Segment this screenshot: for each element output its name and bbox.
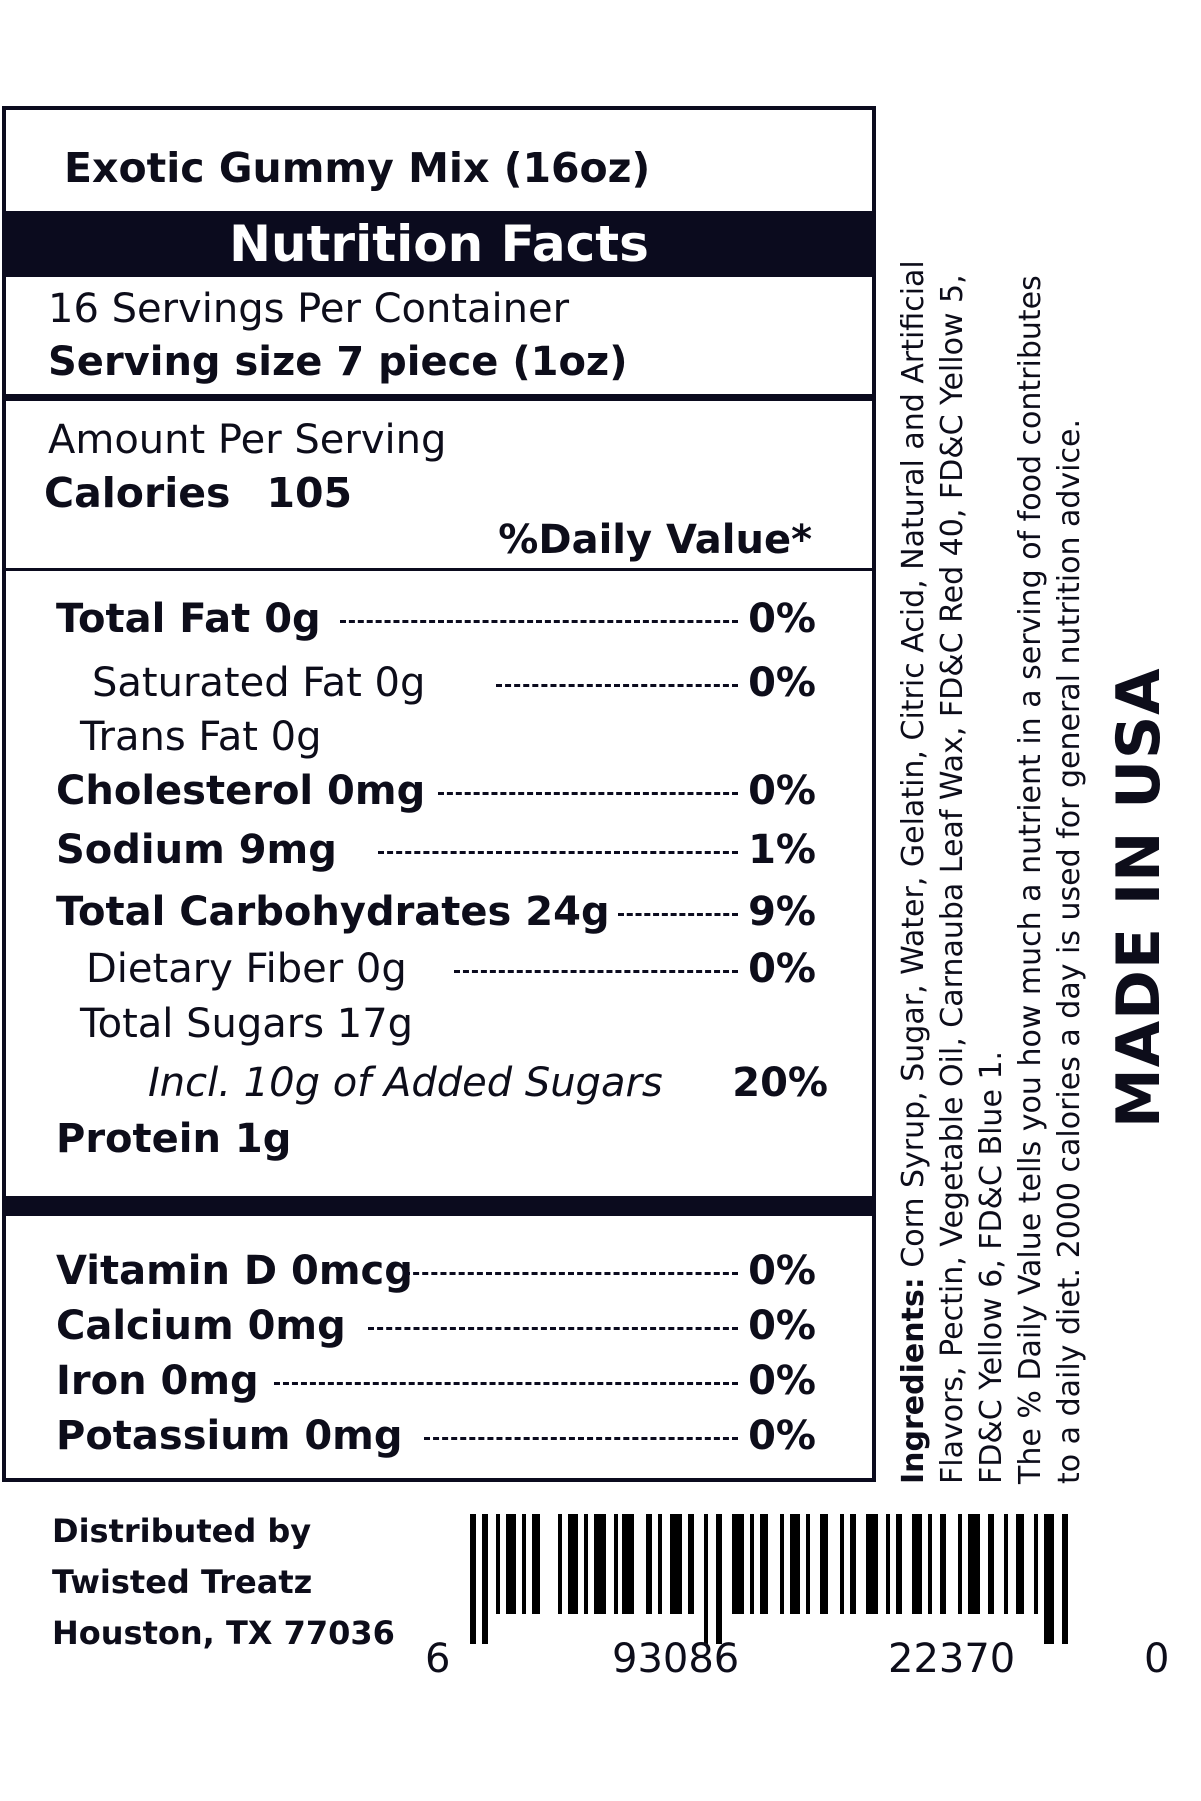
vitamin-percent: 0% — [748, 1303, 816, 1349]
nutrient-row — [6, 946, 872, 992]
calories-line — [44, 469, 352, 517]
dotted-leader — [340, 620, 738, 623]
barcode-group-1: 93086 — [612, 1636, 740, 1682]
barcode-bar — [850, 1514, 856, 1614]
barcode-group-2: 22370 — [888, 1636, 1016, 1682]
barcode-bar — [750, 1514, 754, 1614]
nutrient-label: Trans Fat 0g — [80, 714, 322, 760]
servings-per-container: 16 Servings Per Container — [48, 286, 570, 332]
nutrient-percent: 9% — [748, 889, 816, 935]
barcode-digit-last: 0 — [1144, 1636, 1170, 1682]
ingredients-text: Corn Syrup, Sugar, Water, Gelatin, Citric Acid, Natural and Artificial — [896, 260, 931, 1278]
barcode-bar — [968, 1514, 980, 1614]
barcode-bar — [806, 1514, 810, 1614]
barcode-bar — [584, 1514, 588, 1614]
vitamin-row — [6, 1303, 872, 1349]
vitamin-row — [6, 1358, 872, 1404]
dotted-leader — [368, 1327, 738, 1330]
barcode-bar — [912, 1514, 922, 1614]
barcode-bar — [470, 1514, 476, 1644]
divider — [6, 394, 872, 401]
barcode-bar — [558, 1514, 562, 1614]
barcode-bar — [1044, 1514, 1054, 1644]
nutrient-row — [6, 889, 872, 935]
barcode-bar — [522, 1514, 526, 1614]
nutrient-percent: 0% — [748, 660, 816, 706]
barcode-bar — [1062, 1514, 1068, 1644]
nutrient-label: Dietary Fiber 0g — [86, 946, 407, 992]
nutrient-label: Total Sugars 17g — [80, 1001, 414, 1047]
barcode-bar — [568, 1514, 578, 1614]
nutrient-label: Incl. 10g of Added Sugars — [148, 1060, 663, 1106]
vitamin-percent: 0% — [748, 1413, 816, 1459]
barcode-bar — [1004, 1514, 1008, 1614]
nutrient-percent: 0% — [748, 768, 816, 814]
barcode-bar — [866, 1514, 878, 1614]
barcode-bar — [1034, 1514, 1038, 1614]
barcode-bar — [820, 1514, 828, 1614]
distributor-address: Houston, TX 77036 — [52, 1614, 395, 1652]
dotted-leader — [618, 913, 738, 916]
vitamin-label: Vitamin D 0mcg — [56, 1248, 413, 1294]
calories-value: 105 — [266, 469, 353, 517]
daily-value-note-1: The % Daily Value tells you how much a nutrient in a serving of food contributes — [1013, 275, 1048, 1484]
nutrient-label: Saturated Fat 0g — [92, 660, 426, 706]
nutrient-row — [6, 768, 872, 814]
nutrition-facts-panel — [2, 106, 876, 1482]
barcode-bar — [506, 1514, 516, 1614]
nutrient-percent: 1% — [748, 827, 816, 873]
ingredients-line-3: FD&C Yellow 6, FD&C Blue 1. — [974, 1050, 1009, 1484]
ingredients-line-2: Flavors, Pectin, Vegetable Oil, Carnauba Leaf Wax, FD&C Red 40, FD&C Yellow 5, — [935, 274, 970, 1484]
barcode-bar — [780, 1514, 784, 1614]
dotted-leader — [454, 970, 738, 973]
barcode-bar — [732, 1514, 744, 1614]
barcode-bar — [670, 1514, 682, 1614]
nutrient-row — [6, 660, 872, 706]
dotted-leader — [274, 1382, 738, 1385]
distributor-line-1: Distributed by — [52, 1512, 312, 1550]
barcode-bar — [482, 1514, 488, 1644]
barcode-digit-first: 6 — [425, 1636, 451, 1682]
vitamin-row — [6, 1413, 872, 1459]
barcode-bar — [594, 1514, 606, 1614]
barcode-bar — [886, 1514, 890, 1614]
amount-per-serving: Amount Per Serving — [48, 417, 447, 463]
ingredients-label: Ingredients: — [896, 1277, 931, 1484]
daily-value-note-2: to a daily diet. 2000 calories a day is used for general nutrition advice. — [1052, 419, 1087, 1484]
nutrient-label: Sodium 9mg — [56, 827, 337, 873]
vitamin-percent: 0% — [748, 1358, 816, 1404]
barcode-bar — [790, 1514, 800, 1614]
dotted-leader — [438, 792, 738, 795]
nutrient-row — [6, 827, 872, 873]
barcode-bar — [704, 1514, 708, 1644]
dotted-leader — [404, 1272, 738, 1275]
calories-label: Calories — [44, 469, 231, 517]
made-in-usa: MADE IN USA — [1104, 667, 1174, 1128]
vitamin-label: Iron 0mg — [56, 1358, 259, 1404]
divider — [6, 1196, 872, 1216]
nutrient-percent: 0% — [748, 596, 816, 642]
barcode-bar — [622, 1514, 634, 1614]
vitamin-row — [6, 1248, 872, 1294]
ingredients-line-1 — [896, 260, 932, 1484]
serving-size: Serving size 7 piece (1oz) — [48, 339, 628, 385]
barcode-bar — [688, 1514, 694, 1614]
vitamin-label: Calcium 0mg — [56, 1303, 346, 1349]
barcode-bar — [896, 1514, 902, 1614]
nutrition-facts-heading: Nutrition Facts — [6, 211, 872, 277]
barcode-bar — [532, 1514, 540, 1614]
barcode-bar — [928, 1514, 932, 1614]
nutrient-label: Protein 1g — [56, 1116, 292, 1162]
divider — [6, 568, 872, 571]
daily-value-header: %Daily Value* — [498, 517, 812, 563]
barcode-bar — [1016, 1514, 1024, 1614]
product-title: Exotic Gummy Mix (16oz) — [64, 144, 651, 192]
barcode-bar — [646, 1514, 652, 1614]
barcode-bar — [614, 1514, 618, 1614]
barcode — [470, 1514, 1140, 1644]
barcode-bar — [840, 1514, 844, 1614]
dotted-leader — [424, 1437, 738, 1440]
vitamin-label: Potassium 0mg — [56, 1413, 403, 1459]
nutrient-row — [6, 596, 872, 642]
nutrient-row — [6, 1001, 872, 1047]
barcode-bar — [496, 1514, 500, 1614]
vitamin-percent: 0% — [748, 1248, 816, 1294]
added-sugars-row — [148, 1060, 828, 1106]
barcode-bar — [988, 1514, 994, 1614]
nutrient-label: Total Fat 0g — [56, 596, 321, 642]
dotted-leader — [378, 851, 738, 854]
nutrient-percent: 20% — [732, 1060, 828, 1106]
nutrient-row — [6, 714, 872, 760]
nutrient-label: Total Carbohydrates 24g — [56, 889, 610, 935]
barcode-bar — [760, 1514, 768, 1614]
barcode-bar — [658, 1514, 662, 1614]
barcode-bar — [940, 1514, 946, 1614]
distributor-name: Twisted Treatz — [52, 1563, 313, 1601]
dotted-leader — [496, 684, 738, 687]
nutrient-label: Cholesterol 0mg — [56, 768, 426, 814]
barcode-bar — [958, 1514, 962, 1614]
nutrient-percent: 0% — [748, 946, 816, 992]
nutrient-row — [6, 1116, 872, 1162]
barcode-bar — [716, 1514, 722, 1644]
